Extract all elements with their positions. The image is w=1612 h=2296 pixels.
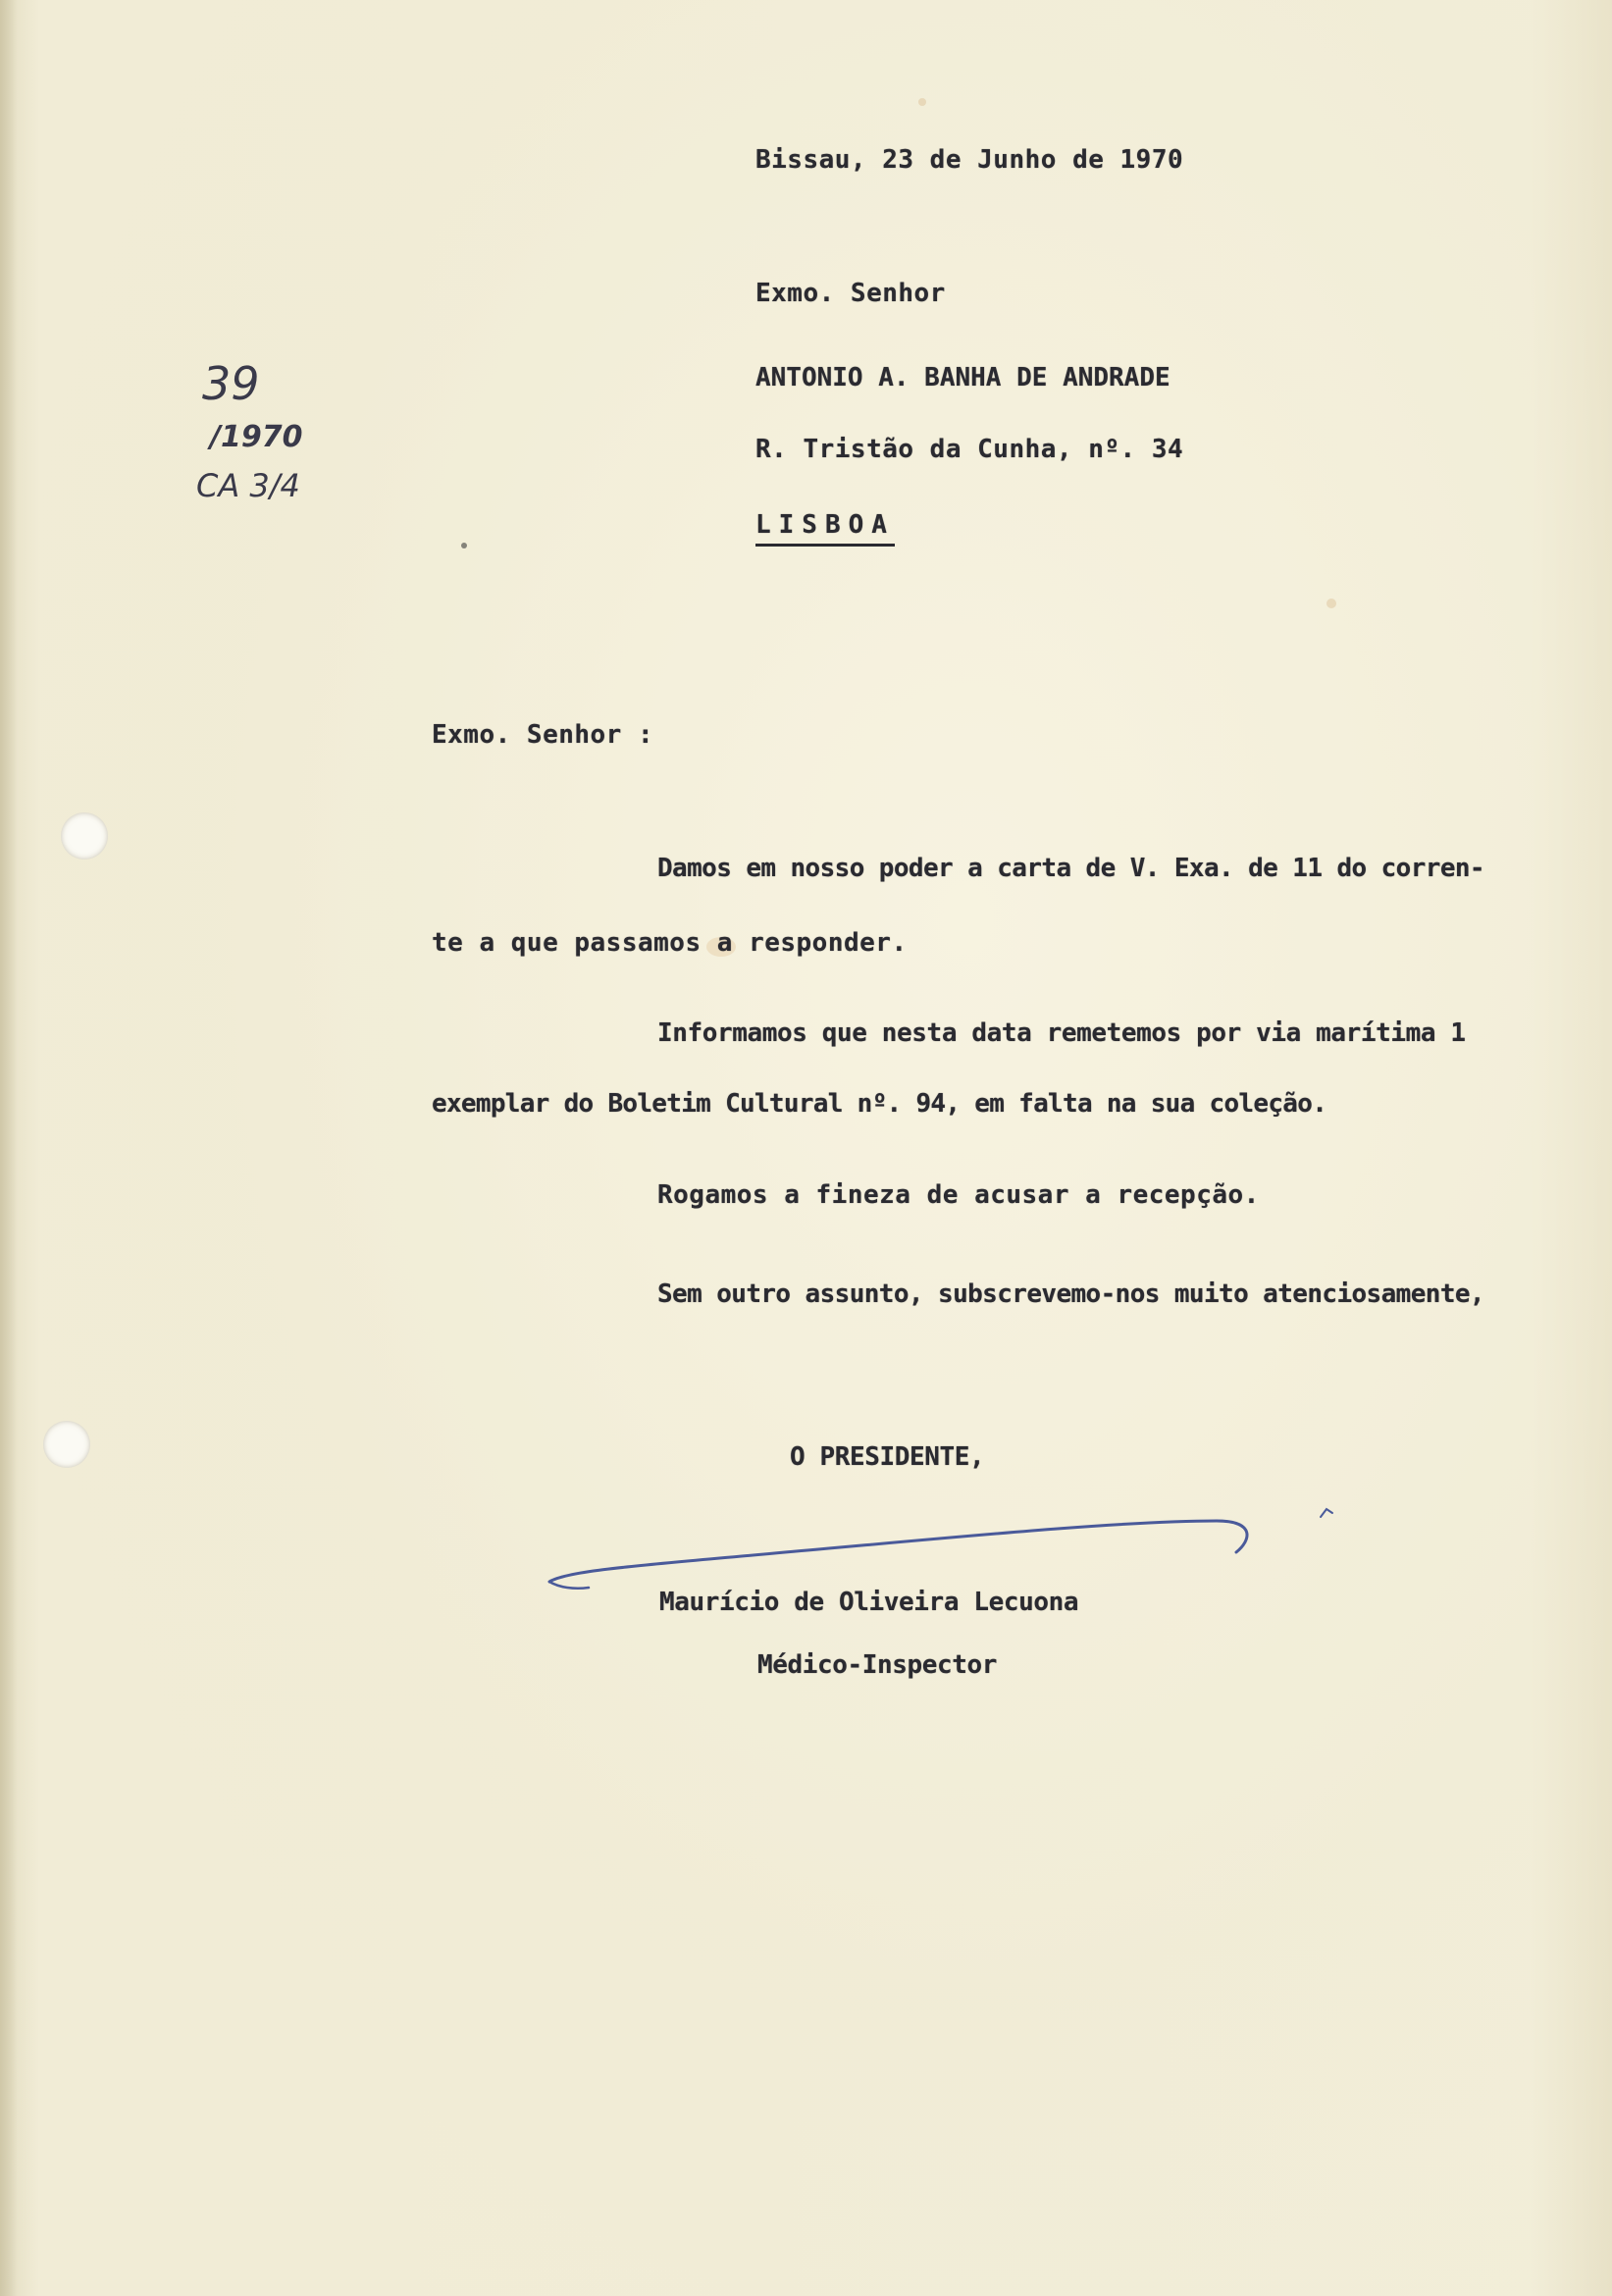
paper-edge-shadow (0, 0, 18, 2296)
handwritten-ref-year: /1970 (210, 420, 303, 454)
recipient-salutation: Exmo. Senhor (755, 279, 946, 308)
recipient-city: LISBOA (755, 512, 895, 547)
handwritten-ref-number: 39 (202, 357, 260, 410)
handwritten-ref-code: CA 3/4 (196, 467, 300, 504)
stain-dot (461, 543, 467, 548)
body-p4: Sem outro assunto, subscrevemo-nos muito atenciosamente, (657, 1279, 1484, 1309)
stain-dot (1326, 599, 1336, 608)
body-p2-line2: exemplar do Boletim Cultural nº. 94, em falta na sua coleção. (432, 1089, 1327, 1119)
stain-dot (918, 98, 926, 106)
greeting: Exmo. Senhor : (432, 720, 654, 750)
body-p1-line1: Damos em nosso poder a carta de V. Exa. de 11 do corren- (657, 854, 1484, 883)
punch-hole-top (61, 812, 108, 860)
recipient-name: ANTONIO A. BANHA DE ANDRADE (755, 363, 1170, 392)
punch-hole-bottom (43, 1421, 90, 1468)
recipient-street: R. Tristão da Cunha, nº. 34 (755, 435, 1184, 464)
signer-role: Médico-Inspector (757, 1650, 998, 1680)
signer-name: Maurício de Oliveira Lecuona (659, 1588, 1079, 1617)
body-p3: Rogamos a fineza de acusar a recepção. (657, 1180, 1260, 1210)
closing-title: O PRESIDENTE, (790, 1442, 985, 1472)
place-date: Bissau, 23 de Junho de 1970 (755, 145, 1184, 175)
body-p2-line1: Informamos que nesta data remetemos por via marítima 1 (657, 1018, 1466, 1048)
body-p1-line2: te a que passamos a responder. (432, 928, 908, 958)
